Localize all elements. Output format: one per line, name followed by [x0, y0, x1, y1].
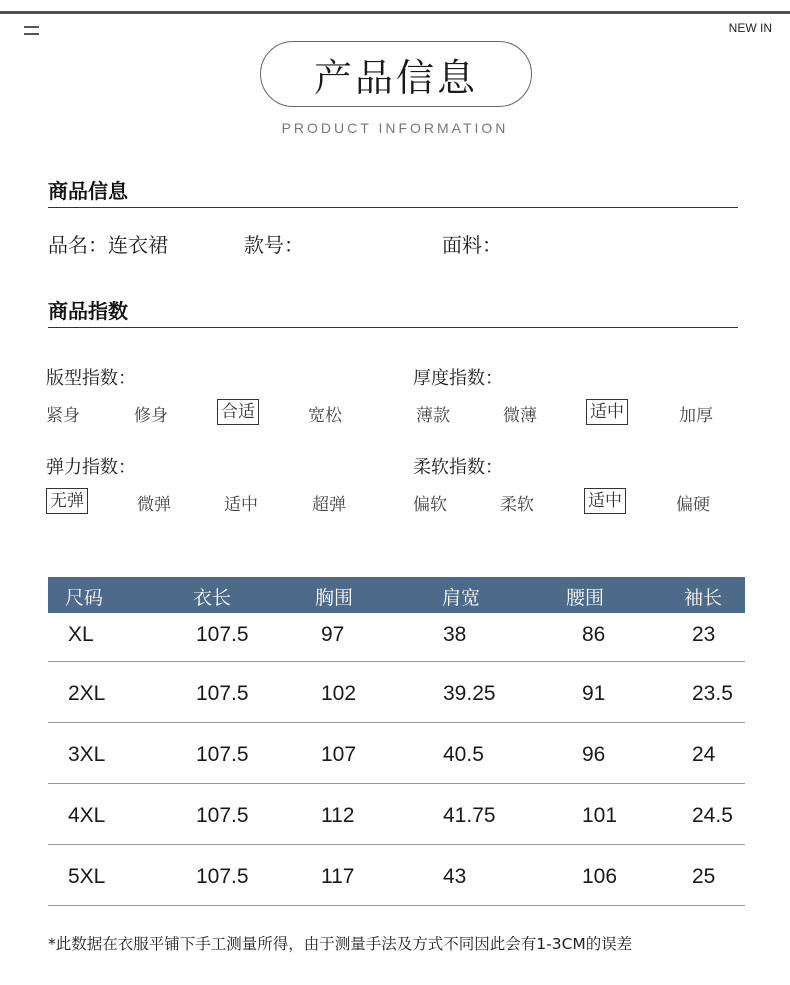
- table-cell: 25: [692, 865, 716, 888]
- product-name: 品名：连衣裙: [48, 233, 168, 257]
- table-cell: 107.5: [196, 743, 249, 766]
- softness-option: 偏软: [413, 495, 447, 515]
- table-cell: 107.5: [196, 623, 249, 646]
- elasticity-option: 微弹: [137, 495, 171, 515]
- thickness-option: 加厚: [679, 406, 713, 426]
- softness-option: 柔软: [500, 495, 534, 515]
- page-title: 产品信息: [313, 55, 478, 100]
- thickness-option-selected: 适中: [586, 399, 628, 425]
- page-subtitle: PRODUCT INFORMATION: [281, 120, 509, 136]
- table-row: [48, 845, 745, 906]
- table-cell-size: 3XL: [68, 743, 106, 766]
- title-badge: [260, 41, 532, 107]
- measurement-note: *此数据在衣服平铺下手工测量所得，由于测量手法及方式不同因此会有1-3CM的误差: [48, 935, 633, 953]
- fit-option: 紧身: [46, 406, 80, 426]
- table-cell: 24: [692, 743, 716, 766]
- table-cell-size: 4XL: [68, 804, 106, 827]
- table-cell-size: 2XL: [68, 682, 106, 705]
- table-cell: 86: [582, 623, 606, 646]
- table-cell: 40.5: [443, 743, 484, 766]
- fit-option: 修身: [134, 406, 168, 426]
- table-cell: 117: [321, 865, 355, 888]
- table-cell: 39.25: [443, 682, 496, 705]
- table-cell: 23.5: [692, 682, 733, 705]
- table-cell-size: XL: [68, 623, 94, 646]
- table-cell: 101: [582, 804, 618, 827]
- section-divider: [48, 327, 738, 328]
- table-cell: 112: [321, 804, 355, 827]
- elasticity-option: 超弹: [312, 495, 346, 515]
- fit-option-selected: 合适: [217, 399, 259, 425]
- table-cell: 24.5: [692, 804, 733, 827]
- table-cell: 23: [692, 623, 716, 646]
- section-divider: [48, 207, 738, 208]
- column-header-size: 尺码: [65, 587, 104, 609]
- table-cell: 97: [321, 623, 345, 646]
- product-info-heading: 商品信息: [48, 179, 128, 203]
- elasticity-index-label: 弹力指数：: [46, 457, 136, 478]
- column-header-shoulder: 肩宽: [442, 587, 481, 609]
- table-row: [48, 723, 745, 784]
- thickness-option: 微薄: [503, 406, 537, 426]
- table-row: [48, 784, 745, 845]
- column-header-bust: 胸围: [315, 587, 354, 609]
- new-in-label: NEW IN: [728, 21, 772, 35]
- table-cell: 96: [582, 743, 606, 766]
- table-cell-size: 5XL: [68, 865, 106, 888]
- table-cell: 107.5: [196, 804, 249, 827]
- elasticity-option: 适中: [224, 495, 258, 515]
- softness-index-label: 柔软指数：: [413, 457, 503, 478]
- style-number: 款号：: [244, 233, 304, 257]
- table-row: [48, 613, 745, 662]
- table-cell: 107.5: [196, 865, 249, 888]
- menu-icon[interactable]: [24, 26, 39, 36]
- top-divider: [0, 11, 790, 14]
- table-cell: 43: [443, 865, 467, 888]
- table-cell: 38: [443, 623, 467, 646]
- column-header-sleeve: 袖长: [684, 587, 723, 609]
- elasticity-option-selected: 无弹: [46, 488, 88, 514]
- table-cell: 107: [321, 743, 357, 766]
- table-cell: 107.5: [196, 682, 249, 705]
- softness-option-selected: 适中: [584, 488, 626, 514]
- softness-option: 偏硬: [676, 495, 710, 515]
- table-cell: 102: [321, 682, 357, 705]
- fit-option: 宽松: [308, 406, 342, 426]
- table-cell: 41.75: [443, 804, 496, 827]
- table-row: [48, 662, 745, 723]
- table-cell: 106: [582, 865, 618, 888]
- thickness-option: 薄款: [416, 406, 450, 426]
- size-table-header: [48, 577, 745, 613]
- product-index-heading: 商品指数: [48, 299, 128, 323]
- fit-index-label: 版型指数：: [46, 368, 136, 389]
- column-header-length: 衣长: [193, 587, 232, 609]
- table-cell: 91: [582, 682, 606, 705]
- column-header-waist: 腰围: [566, 587, 605, 609]
- fabric: 面料：: [442, 233, 502, 257]
- thickness-index-label: 厚度指数：: [413, 368, 503, 389]
